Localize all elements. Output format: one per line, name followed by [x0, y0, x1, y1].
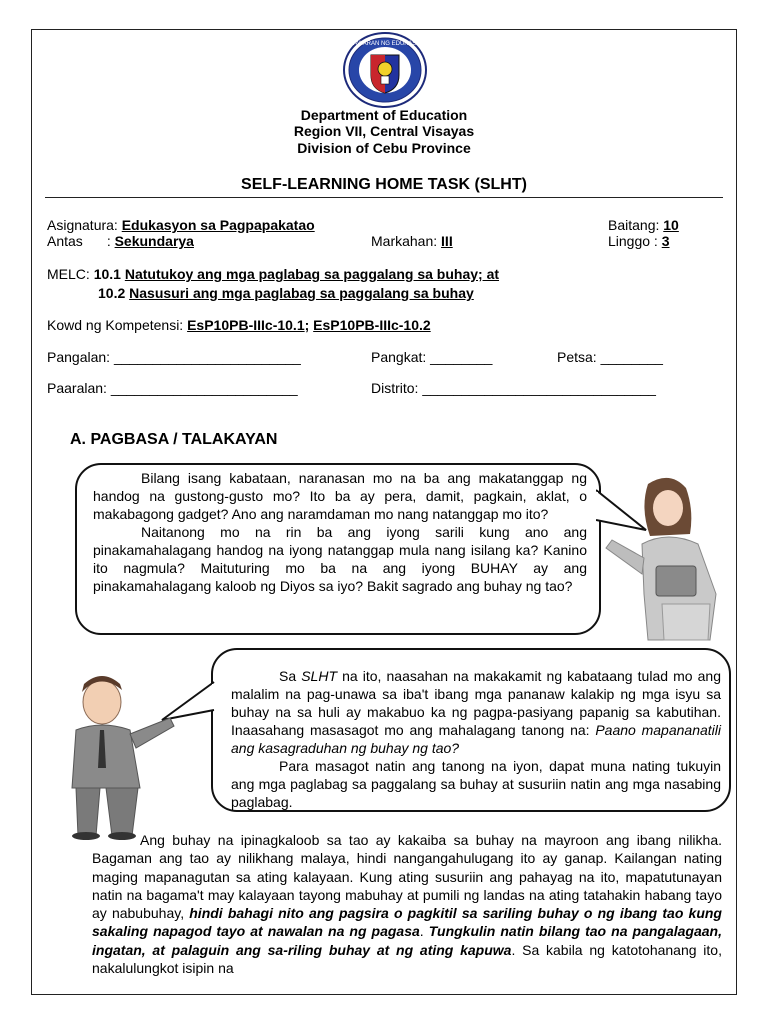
svg-text:KAGAWARAN NG EDUKASYON: KAGAWARAN NG EDUKASYON: [341, 41, 429, 47]
document-title: SELF-LEARNING HOME TASK (SLHT): [241, 176, 527, 193]
asignatura-value: Edukasyon sa Pagpapakatao: [121, 217, 315, 233]
bubble-1-paragraph-1: Bilang isang kabataan, naranasan mo na ba ang makatanggap ng handog na gustong-gusto mo? Ito ba ay pera, damit, pagkain, aklat, o makabagong gadget? Ano ang naramdaman mo nang natanggap mo ito?: [93, 470, 587, 522]
department-name: Department of Education: [300, 107, 468, 123]
region-name: Region VII, Central Visayas: [293, 123, 475, 139]
teacher-woman-illustration: [598, 474, 738, 642]
deped-seal-logo: [341, 31, 429, 109]
body-emphasis-1: hindi bahagi nito ang pagsira o pagkitil sa sariling buhay o ng ibang tao kung sakaling napagod tayo at nawalan na ng pagasa: [92, 905, 722, 940]
title-divider: [45, 197, 723, 198]
kowd-2: EsP10PB-IIIc-10.2: [313, 317, 431, 333]
bubble-2-text: [231, 667, 721, 811]
bubble-2-paragraph-1: Sa SLHT na ito, naasahan na makakamit ng kabataang tulad mo ang malalim na pag-unawa sa iba't ibang mga pananaw kalakip ng mga isyu sa buhay na sa huli ay makabuo ka ng pagpa-pasiyang papanig sa kabutihan. Inaasahang masasagot mo ang mahalagang tanong na: Paano mapananatili ang kasagraduhan ng buhay ng tao?: [231, 668, 721, 756]
melc-1: Natutukoy ang mga paglabag sa paggalang sa buhay; at: [124, 266, 500, 282]
body-paragraph: Ang buhay na ipinagkaloob sa tao ay kakaiba sa buhay na mayroon ang ibang nilikha. Bagaman ang tao ay nilikhang malaya, hindi nangangahulugang ito ay ganap. Kailangan nating maging mapanagutan sa ating kalayaan. Kung ating susuriin ang pahayag na ito, mapatutunayan natin na bagama't may kalayaan tayong mabuhay at pumili ng landas na ating tatahakin habang tayo ay nabubuhay, hindi bahagi nito ang pagsira o pagkitil sa sariling buhay o ng ibang tao kung sakaling napagod tayo at nawalan na ng pagasa. Tungkulin natin bilang tao na pangalagaan, ingatan, at palaguin ang sa-riling buhay at ng ating kapuwa. Sa kabila ng katotohanang ito, nakalulungkot isipin na: [92, 832, 722, 977]
melc-row-2: 10.2 Nasusuri ang mga paglabag sa paggalang sa buhay: [98, 285, 474, 301]
bubble-1-paragraph-2: Naitanong mo na rin ba ang iyong sarili kung ano ang pinakamahalagang handog na iyong natanggap mula nang isilang ka? Kanino ito nagmula? Maituturing mo ba na ang iyong BUHAY ay ang pinakamahalagang kaloob ng Diyos sa iyo? Bakit sagrado ang buhay ng tao?: [93, 524, 587, 594]
linggo-value: 3: [661, 233, 670, 249]
asignatura-row: Asignatura: Edukasyon sa Pagpapakatao: [47, 217, 315, 233]
section-a-heading: A. PAGBASA / TALAKAYAN: [70, 431, 278, 448]
pangkat-field[interactable]: Pangkat: ________: [371, 349, 493, 365]
paaralan-field[interactable]: Paaralan: ________________________: [47, 380, 298, 396]
kowd-1: EsP10PB-IIIc-10.1: [187, 317, 305, 333]
linggo-row: Linggo : 3: [608, 233, 670, 249]
antas-row: Antas : Sekundarya: [47, 233, 194, 249]
distrito-field[interactable]: Distrito: ______________________________: [371, 380, 656, 396]
melc-row-1: MELC: 10.1 Natutukoy ang mga paglabag sa paggalang sa buhay; at: [47, 266, 500, 282]
teacher-man-illustration: [42, 668, 182, 840]
division-name: Division of Cebu Province: [297, 140, 471, 156]
body-emphasis-2: Tungkulin natin bilang tao na pangalagaan, ingatan, at palaguin ang sa-riling buhay at ng ating kapuwa: [92, 923, 722, 958]
melc-2: Nasusuri ang mga paglabag sa paggalang sa buhay: [129, 285, 474, 301]
baitang-value: 10: [663, 217, 679, 233]
bubble-2-paragraph-2: Para masagot natin ang tanong na iyon, dapat muna nating tukuyin ang mga paglabag sa paggalang sa buhay at susuriin natin ang mga nasabing paglabag.: [231, 758, 721, 810]
markahan-row: Markahan: III: [371, 233, 453, 249]
kowd-row: Kowd ng Kompetensi: EsP10PB-IIIc-10.1; EsP10PB-IIIc-10.2: [47, 317, 431, 333]
pangalan-field[interactable]: Pangalan: ________________________: [47, 349, 301, 365]
petsa-field[interactable]: Petsa: ________: [557, 349, 663, 365]
baitang-row: Baitang: 10: [608, 217, 679, 233]
bubble-1-text: [93, 469, 587, 595]
essential-question: Paano mapananatili ang kasagraduhan ng buhay ng tao?: [231, 722, 721, 756]
markahan-value: III: [441, 233, 453, 249]
antas-value: Sekundarya: [114, 233, 194, 249]
